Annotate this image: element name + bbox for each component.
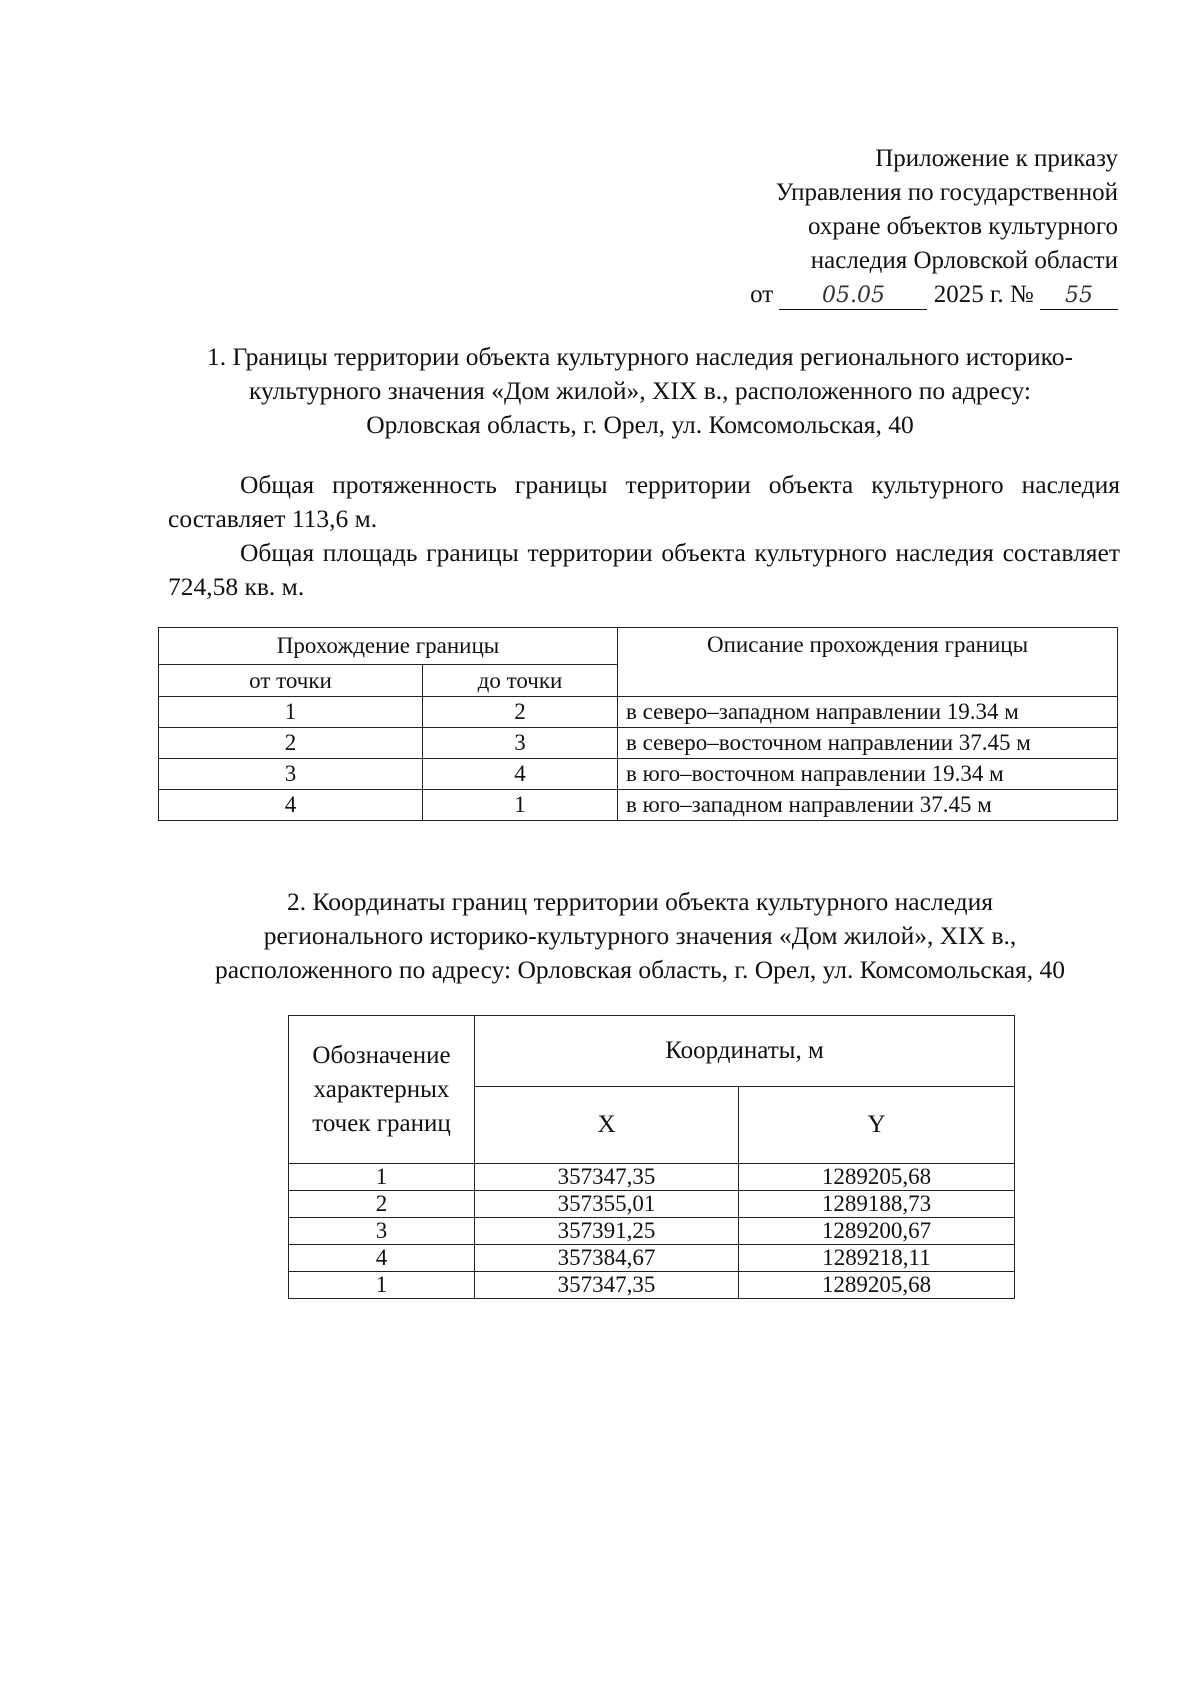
x-coordinate-cell: 357355,01 xyxy=(475,1191,739,1218)
handwritten-order-number: 55 xyxy=(1040,283,1118,310)
x-coordinate-cell: 357384,67 xyxy=(475,1245,739,1272)
order-from-prefix: от xyxy=(750,281,774,308)
order-year-number-label: 2025 г. № xyxy=(933,281,1034,308)
boundary-description-header: Описание прохождения границы xyxy=(618,628,1118,697)
from-point-cell: 2 xyxy=(159,728,423,759)
to-point-cell: 1 xyxy=(423,790,618,821)
from-point-cell: 1 xyxy=(159,697,423,728)
appendix-line-1: Приложение к приказу xyxy=(875,145,1118,172)
y-axis-header: Y xyxy=(739,1087,1015,1164)
handwritten-date: 05.05 xyxy=(779,283,927,310)
section-1-title-line-2: культурного значения «Дом жилой», XIX в., расположенного по адресу: xyxy=(248,376,1032,405)
table-row xyxy=(159,728,1118,759)
y-coordinate-cell: 1289218,11 xyxy=(739,1245,1015,1272)
boundary-description-cell: в северо–восточном направлении 37.45 м xyxy=(618,728,1118,759)
section-2-title-line-2: регионального историко-культурного значения «Дом жилой», XIX в., xyxy=(263,921,1017,950)
section-2-title-line-3: расположенного по адресу: Орловская область, г. Орел, ул. Комсомольская, 40 xyxy=(214,955,1066,984)
section-1-title-line-1: 1. Границы территории объекта культурного наследия регионального историко- xyxy=(206,342,1073,371)
boundary-passage-header: Прохождение границы xyxy=(159,628,618,665)
boundary-table-header-row xyxy=(159,628,1118,665)
table-row xyxy=(159,759,1118,790)
section-1-title-line-3: Орловская область, г. Орел, ул. Комсомольская, 40 xyxy=(366,410,914,439)
section-1-title xyxy=(150,340,1130,442)
y-coordinate-cell: 1289188,73 xyxy=(739,1191,1015,1218)
x-axis-header: X xyxy=(475,1087,739,1164)
to-point-header: до точки xyxy=(423,665,618,697)
order-date-number-line xyxy=(750,278,1118,312)
to-point-cell: 4 xyxy=(423,759,618,790)
appendix-line-3: охране объектов культурного xyxy=(807,213,1118,240)
table-row xyxy=(289,1164,1015,1191)
to-point-cell: 3 xyxy=(423,728,618,759)
y-coordinate-cell: 1289205,68 xyxy=(739,1164,1015,1191)
appendix-header xyxy=(750,142,1118,312)
x-coordinate-cell: 357347,35 xyxy=(475,1164,739,1191)
x-coordinate-cell: 357391,25 xyxy=(475,1218,739,1245)
point-id-cell: 2 xyxy=(289,1191,475,1218)
y-coordinate-cell: 1289205,68 xyxy=(739,1272,1015,1299)
y-coordinate-cell: 1289200,67 xyxy=(739,1218,1015,1245)
appendix-line-4: наследия Орловской области xyxy=(810,247,1118,274)
boundary-description-cell: в юго–западном направлении 37.45 м xyxy=(618,790,1118,821)
coordinates-header: Координаты, м xyxy=(475,1016,1015,1087)
point-id-cell: 1 xyxy=(289,1272,475,1299)
table-row xyxy=(159,790,1118,821)
appendix-line-2: Управления по государственной xyxy=(775,179,1118,206)
table-row xyxy=(289,1191,1015,1218)
from-point-cell: 3 xyxy=(159,759,423,790)
point-designation-header: Обозначение характерных точек границ xyxy=(289,1016,475,1164)
boundary-description-table xyxy=(158,627,1118,821)
from-point-header: от точки xyxy=(159,665,423,697)
table-row xyxy=(289,1218,1015,1245)
x-coordinate-cell: 357347,35 xyxy=(475,1272,739,1299)
point-id-cell: 3 xyxy=(289,1218,475,1245)
from-point-cell: 4 xyxy=(159,790,423,821)
section-2-title-line-1: 2. Координаты границ территории объекта культурного наследия xyxy=(287,887,993,916)
boundary-description-cell: в северо–западном направлении 19.34 м xyxy=(618,697,1118,728)
coordinates-table xyxy=(288,1015,1015,1299)
boundary-length-paragraph: Общая протяженность границы территории объекта культурного наследия составляет 113,6 м. xyxy=(168,470,1120,533)
table-row xyxy=(289,1272,1015,1299)
boundary-description-cell: в юго–восточном направлении 19.34 м xyxy=(618,759,1118,790)
coordinates-header-row xyxy=(289,1016,1015,1087)
table-row xyxy=(159,697,1118,728)
table-row xyxy=(289,1245,1015,1272)
boundary-area-paragraph: Общая площадь границы территории объекта культурного наследия составляет 724,58 кв. м. xyxy=(168,538,1120,601)
to-point-cell: 2 xyxy=(423,697,618,728)
point-id-cell: 1 xyxy=(289,1164,475,1191)
point-id-cell: 4 xyxy=(289,1245,475,1272)
section-2-title xyxy=(150,885,1130,987)
